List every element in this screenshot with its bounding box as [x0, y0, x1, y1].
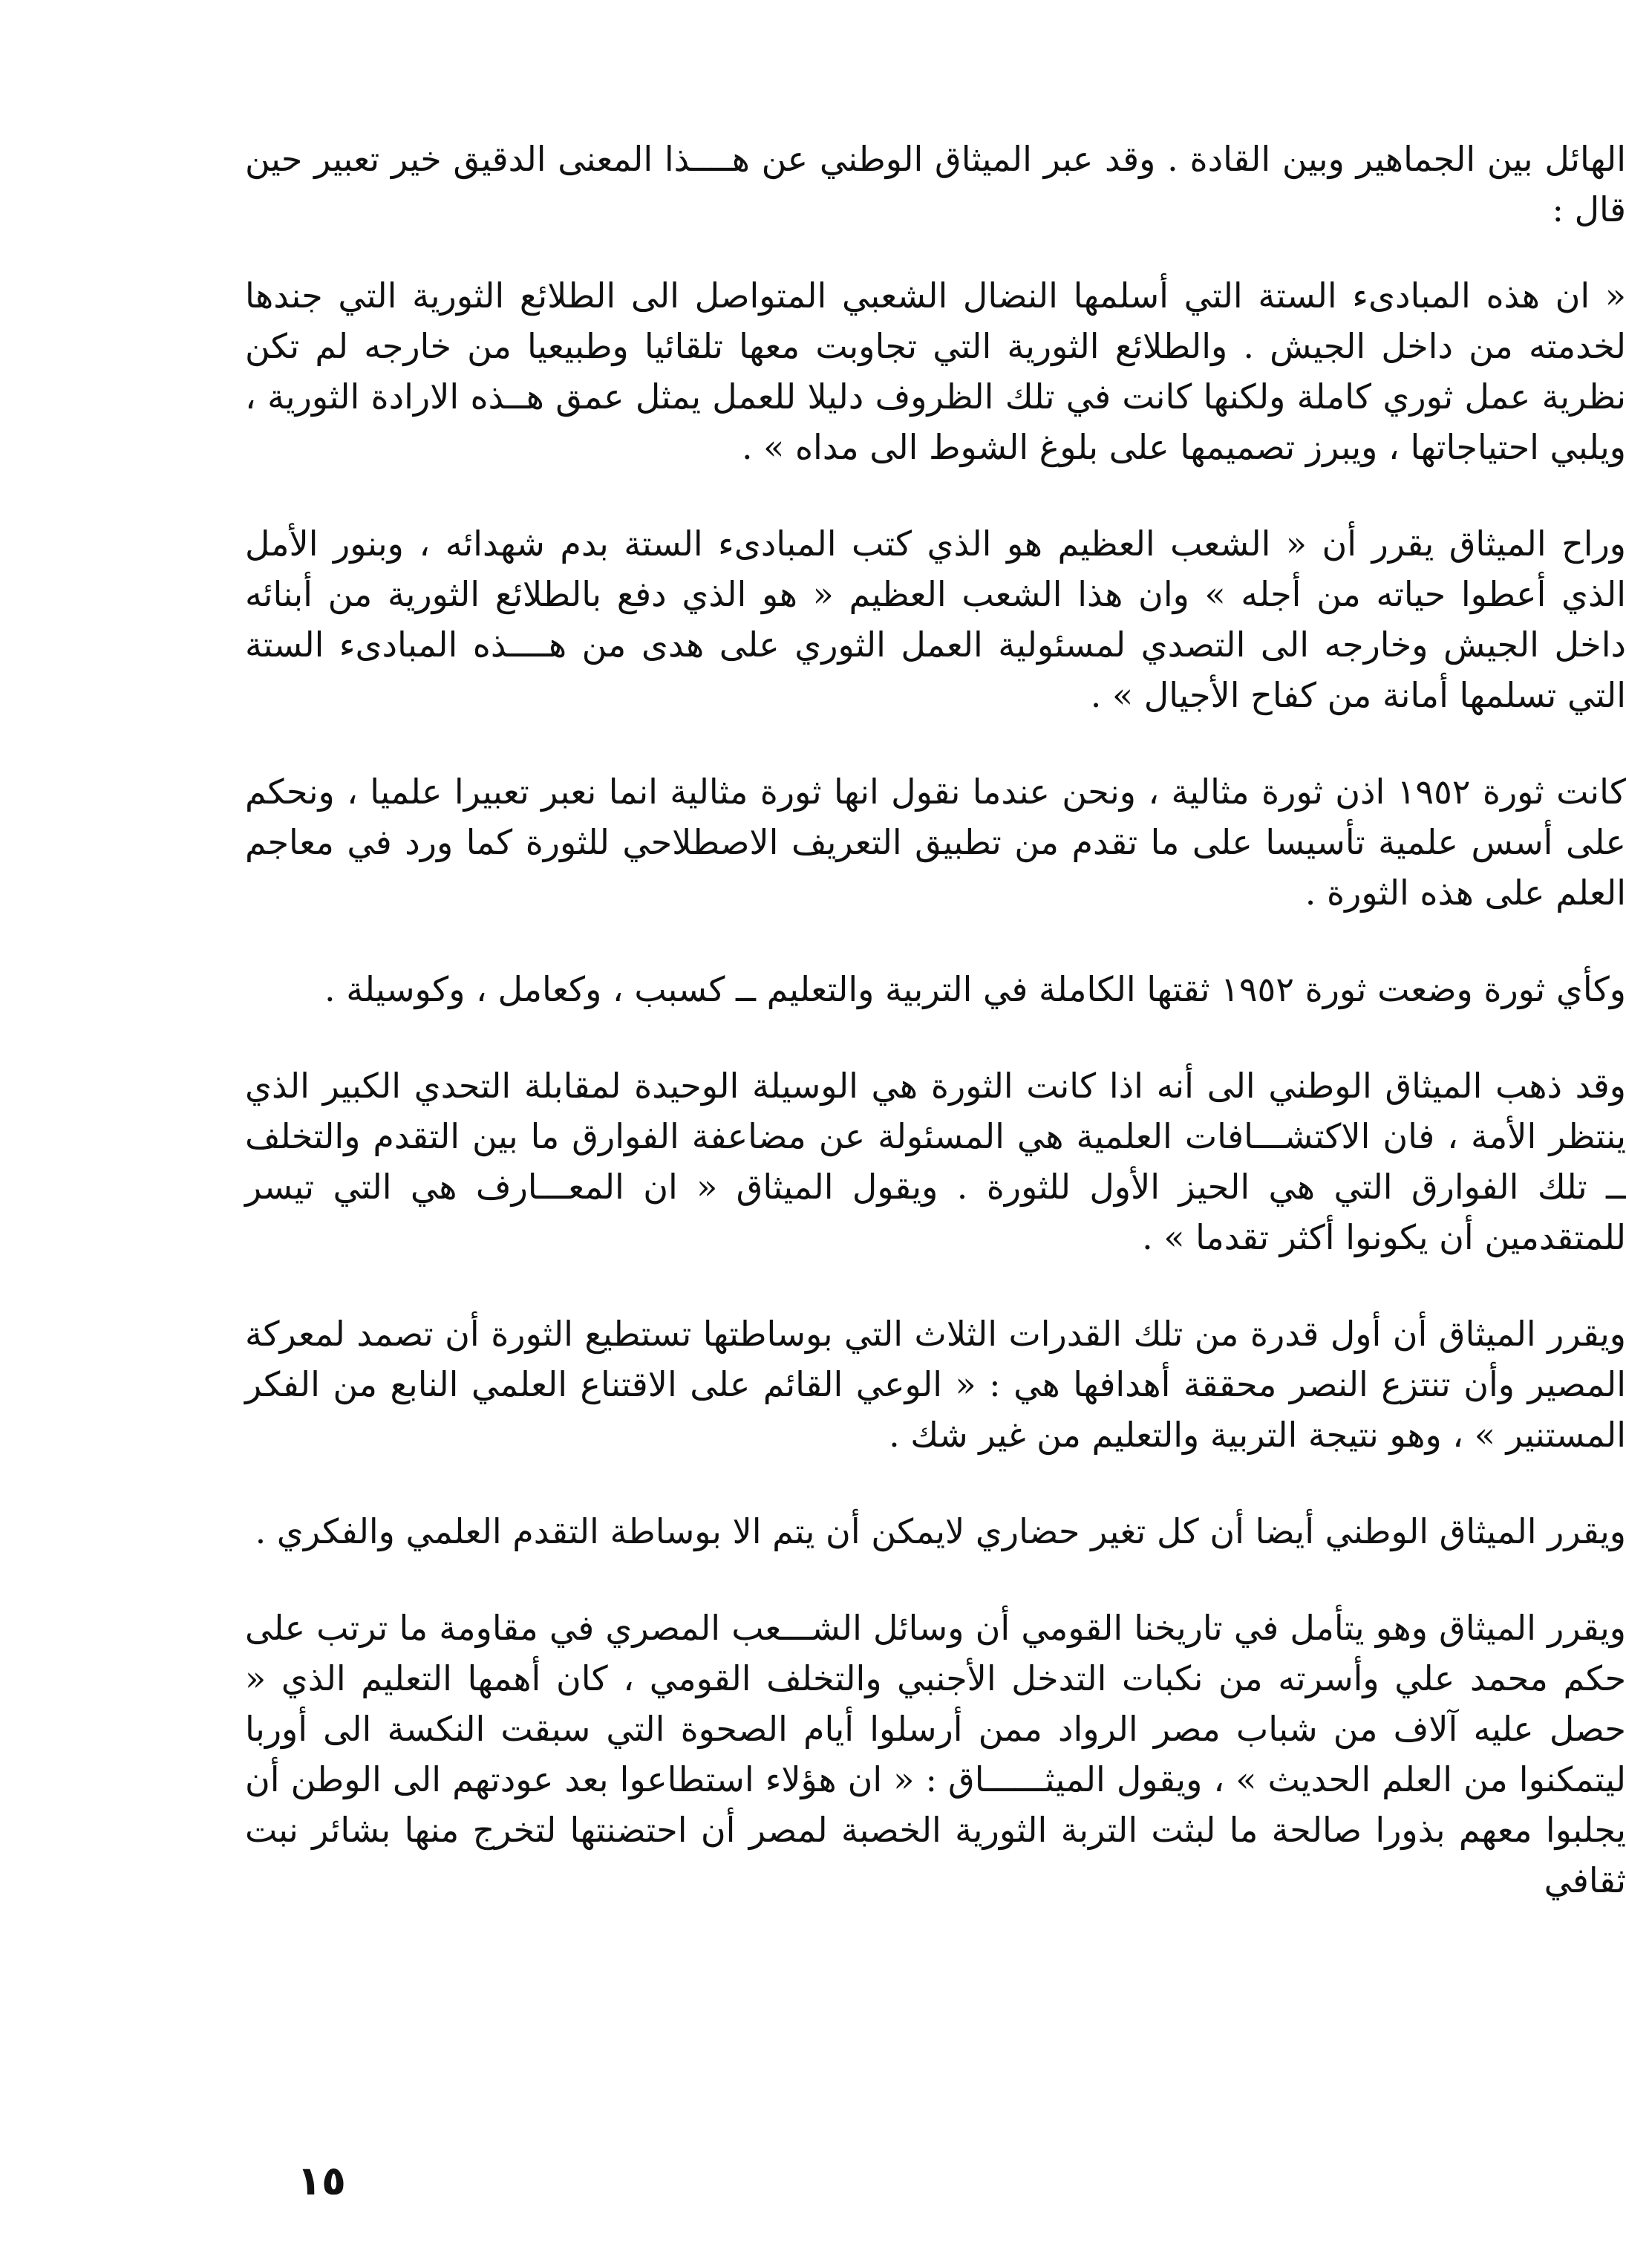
- page-number: ١٥: [297, 2157, 346, 2204]
- paragraph-2-charter-quote: « ان هذه المبادىء الستة التي أسلمها النضال الشعبي المتواصل الى الطلائع الثورية التي جندها لخدمته من داخل الجيش . والطلائع الثورية التي تجاوبت معها تلقائيا وطبيعيا من خارجه لم تكن نظرية عمل ثوري كاملة ولكنها كانت في تلك الظروف دليلا للعمل يمثل عمق هــذه الارادة الثورية ، ويلبي احتياجاتها ، ويبرز تصميمها على بلوغ الشوط الى مداه » .: [245, 276, 1626, 467]
- paragraph-5: وكأي ثورة وضعت ثورة ١٩٥٢ ثقتها الكاملة في التربية والتعليم ــ كسبب ، وكعامل ، وكوسيلة .: [324, 969, 1626, 1009]
- paragraph-6: وقد ذهب الميثاق الوطني الى أنه اذا كانت الثورة هي الوسيلة الوحيدة لمقابلة التحدي الكبير الذي ينتظر الأمة ، فان الاكتشـــافات العلمية هي المسئولة عن مضاعفة الفوارق ما بين التقدم والتخلف ــ تلك الفوارق التي هي الحيز الأول للثورة . ويقول الميثاق « ان المعـــارف هي التي تيسر للمتقدمين أن يكونوا أكثر تقدما » .: [245, 1066, 1626, 1257]
- paragraph-9: ويقرر الميثاق وهو يتأمل في تاريخنا القومي أن وسائل الشـــعب المصري في مقاومة ما ترتب على حكم محمد علي وأسرته من نكبات التدخل الأجنبي والتخلف القومي ، كان أهمها التعليم الذي « حصل عليه آلاف من شباب مصر الرواد ممن أرسلوا أيام الصحوة التي سبقت النكسة الى أوربا ليتمكنوا من العلم الحديث » ، ويقول الميثــــــاق : « ان هؤلاء استطاعوا بعد عودتهم الى الوطن أن يجلبوا معهم بذورا صالحة ما لبثت التربة الثورية الخصبة لمصر أن احتضنتها لتخرج منها بشائر نبت ثقافي: [245, 1608, 1626, 1900]
- paragraph-3: وراح الميثاق يقرر أن « الشعب العظيم هو الذي كتب المبادىء الستة بدم شهدائه ، وبنور الأمل الذي أعطوا حياته من أجله » وان هذا الشعب العظيم « هو الذي دفع بالطلائع الثورية من أبنائه داخل الجيش وخارجه الى التصدي لمسئولية العمل الثوري على هدى من هــــذه المبادىء الستة التي تسلمها أمانة من كفاح الأجيال » .: [245, 524, 1626, 715]
- document-body: [245, 134, 1626, 2213]
- paragraph-4: كانت ثورة ١٩٥٢ اذن ثورة مثالية ، ونحن عندما نقول انها ثورة مثالية انما نعبر تعبيرا علميا ، ونحكم على أسس علمية تأسيسا على ما تقدم من تطبيق التعريف الاصطلاحي للثورة كما ورد في معاجم العلم على هذه الثورة .: [245, 772, 1626, 913]
- paragraph-7: ويقرر الميثاق أن أول قدرة من تلك القدرات الثلاث التي بوساطتها تستطيع الثورة أن تصمد لمعركة المصير وأن تنتزع النصر محققة أهدافها هي : « الوعي القائم على الاقتناع العلمي النابع من الفكر المستنير » ، وهو نتيجة التربية والتعليم من غير شك .: [245, 1314, 1626, 1455]
- paragraph-1: الهائل بين الجماهير وبين القادة . وقد عبر الميثاق الوطني عن هــــذا المعنى الدقيق خير تعبير حين قال :: [245, 139, 1626, 229]
- paragraph-8: ويقرر الميثاق الوطني أيضا أن كل تغير حضاري لايمكن أن يتم الا بوساطة التقدم العلمي والفكري .: [255, 1511, 1626, 1551]
